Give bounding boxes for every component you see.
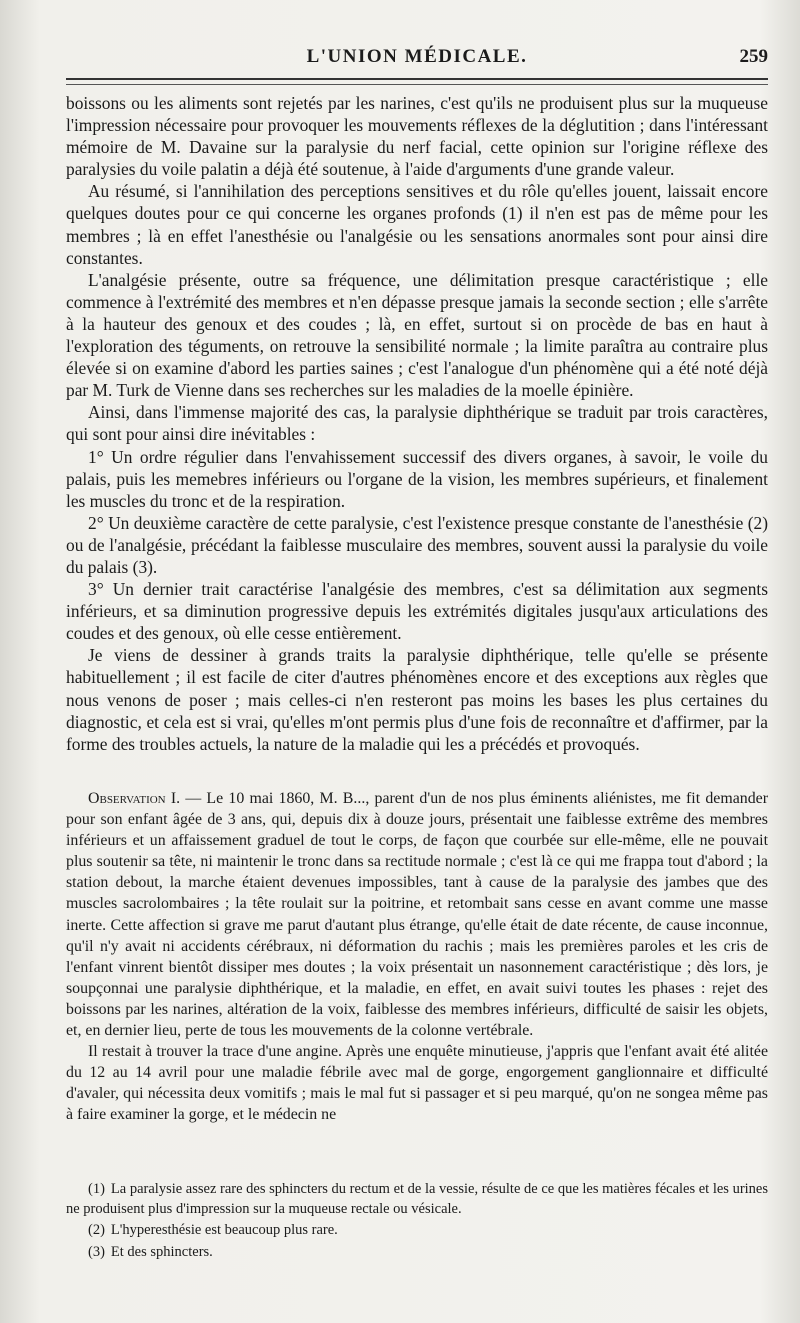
- footnote-3-mark: (3): [88, 1243, 105, 1260]
- paragraph-7: 3° Un dernier trait caractérise l'analgésie des membres, c'est sa délimitation aux segments inférieurs, et sa diminution progressive depuis les extrémités digitales jusqu'aux articulations des coudes et des genoux, où elle cesse entièrement.: [66, 579, 768, 644]
- paragraph-1: boissons ou les aliments sont rejetés par les narines, c'est qu'ils ne produisent plus sur la muqueuse l'impression nécessaire pour provoquer les mouvements réflexes de la déglutition ; dans l'intéressant mémoire de M. Davaine sur la paralysie du nerf facial, cette opinion sur l'origine réflexe des paralysies du voile palatin a déjà été soutenue, à l'aide d'arguments d'une grande valeur.: [66, 93, 768, 180]
- observation-paragraph-1: [66, 788, 768, 1041]
- paragraph-3: L'analgésie présente, outre sa fréquence, une délimitation presque caractéristique ; elle commence à l'extrémité des membres et n'en dépasse presque jamais la seconde section ; elle s'arrête à la hauteur des genoux et des coudes ; là, en effet, surtout si on procède de bas en haut à l'exploration des téguments, on retrouve la sensibilité normale ; la limite paraîtra au contraire plus élevée si on examine d'abord les parties saines ; c'est l'analogue d'un phénomène qui a été noté déjà par M. Turk de Vienne dans ses recherches sur les maladies de la moelle épinière.: [66, 269, 768, 401]
- main-text: [66, 92, 768, 755]
- footnote-2: [66, 1221, 768, 1241]
- page-number: 259: [739, 46, 768, 67]
- observation-text-1: — Le 10 mai 1860, M. B..., parent d'un de nos plus éminents aliénistes, me fit demander pour son enfant âgée de 3 ans, qui, depuis dix à douze jours, présentait une faiblesse extrême des membres inférieurs et un affaissement graduel de tout le corps, de façon que courbée sur elle-même, elle ne pouvait plus soutenir sa tête, ni maintenir le tronc dans sa rectitude normale ; c'est là ce qui me frappa tout d'abord ; la station debout, la marche étaient devenues impossibles, tant à cause de la paralysie des jambes que des muscles sacrolombaires ; la tête roulait sur la poitrine, et retombait sans cesse en avant comme une masse inerte. Cette affection si grave me parut d'autant plus étrange, qu'elle était de date récente, de cause inconnue, qu'il n'y avait ni accidents cérébraux, ni déformation du rachis ; mais les premières paroles et les cris de l'enfant vinrent bientôt dissiper mes doutes ; la voix présentait un nasonnement caractéristique ; dès lors, je soupçonnai une paralysie diphthérique, et la maladie, en effet, en avait suivi toutes les phases : rejet des boissons par les narines, altération de la voix, faiblesse des membres inférieurs, difficulté de saisir les objets, et, en dernier lieu, perte de tous les mouvements de la colonne vertébrale.: [66, 790, 768, 1040]
- paragraph-5: 1° Un ordre régulier dans l'envahissement successif des divers organes, à savoir, le voile du palais, puis les memebres inférieurs ou l'organe de la vision, les membres supérieurs, et finalement les muscles du tronc et de la respiration.: [66, 446, 768, 511]
- footnote-2-mark: (2): [88, 1222, 105, 1238]
- footnote-3: [66, 1243, 768, 1263]
- page-header: [66, 46, 768, 72]
- paragraph-6: 2° Un deuxième caractère de cette paralysie, c'est l'existence presque constante de l'anesthésie (2) ou de l'analgésie, précédant la faiblesse musculaire des membres, souvent aussi la paralysie du voile du palais (3).: [66, 512, 768, 577]
- footnote-2-text: L'hyperesthésie est beaucoup plus rare.: [110, 1222, 338, 1238]
- footnote-3-text: Et des sphincters.: [110, 1243, 213, 1260]
- paragraph-4: Ainsi, dans l'immense majorité des cas, la paralysie diphthérique se traduit par trois caractères, qui sont pour ainsi dire inévitables :: [66, 402, 768, 445]
- footnote-1-text: La paralysie assez rare des sphincters du rectum et de la vessie, résulte de ce que les matières fécales et les urines ne produisent plus d'impression sur la muqueuse rectale ou vésicale.: [66, 1181, 768, 1217]
- header-rule: [66, 78, 768, 80]
- footnote-1-mark: (1): [88, 1181, 105, 1197]
- footnote-1: [66, 1180, 768, 1219]
- observation-heading: Observation I.: [88, 790, 181, 807]
- running-title: L'UNION MÉDICALE.: [306, 46, 528, 67]
- header-rule-thin: [66, 84, 768, 85]
- paragraph-2: Au résumé, si l'annihilation des perceptions sensitives et du rôle qu'elles jouent, laissait encore quelques doutes pour ce qui concerne les organes profonds (1) il n'en est pas de même pour les membres ; là en effet l'anesthésie ou l'analgésie ou les sensations anormales sont pour ainsi dire constantes.: [66, 181, 768, 268]
- observation-paragraph-2: Il restait à trouver la trace d'une angine. Après une enquête minutieuse, j'appris que l'enfant avait été alitée du 12 au 14 avril pour une maladie fébrile avec mal de gorge, engorgement ganglionnaire et difficulté d'avaler, qui nécessita deux vomitifs ; mais le mal fut si passager et si peu marqué, qu'on ne songea même pas à faire examiner la gorge, et le médecin ne: [66, 1043, 768, 1124]
- paragraph-8: Je viens de dessiner à grands traits la paralysie diphthérique, telle qu'elle se présente habituellement ; il est facile de citer d'autres phénomènes encore et des exceptions aux règles que nous venons de poser ; mais celles-ci n'en resteront pas moins les bases les plus certaines du diagnostic, et cela est si vrai, qu'elles m'ont permis plus d'une fois de reconnaître et d'affirmer, par la forme des troubles actuels, la nature de la maladie qui les a précédés et provoqués.: [66, 645, 768, 754]
- observation-section: [66, 788, 768, 1126]
- footnotes: [66, 1180, 768, 1264]
